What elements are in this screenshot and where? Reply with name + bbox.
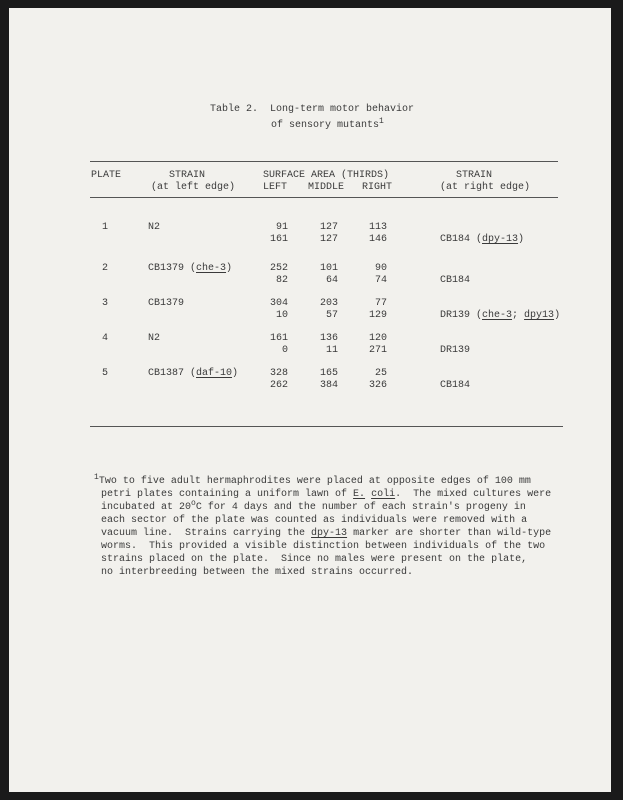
count-cell: 262 [269, 380, 288, 391]
table-title: Table 2. Long-term motor behavior [210, 104, 415, 115]
text-segment: Two to five adult hermaphrodites were placed at opposite edges of 100 mm [98, 476, 531, 487]
text-segment: incubated at 20 [101, 502, 192, 513]
count-cell: 127 [319, 222, 338, 233]
count-cell: 101 [319, 263, 338, 274]
strain-right-edge [440, 345, 470, 357]
strain-right-edge [440, 234, 524, 246]
footnote-line [101, 499, 526, 514]
table-title-line2 [271, 117, 384, 132]
count-cell: 82 [275, 275, 288, 286]
table-title-text: of sensory mutants [271, 120, 380, 131]
table-top-rule [90, 161, 558, 162]
underlined-term: che-3 [196, 263, 227, 274]
underlined-term: daf-10 [196, 368, 233, 379]
text-segment: N2 [148, 222, 161, 233]
header-strain-left: STRAIN [169, 170, 206, 181]
count-cell: 161 [269, 234, 288, 245]
text-segment: . The mixed cultures were [395, 489, 552, 500]
strain-right-edge [440, 275, 470, 287]
count-cell: 120 [368, 333, 387, 344]
count-cell: 136 [319, 333, 338, 344]
text-segment: CB1379 [148, 298, 185, 309]
text-segment: ) [518, 234, 525, 245]
count-cell: 165 [319, 368, 338, 379]
header-plate: PLATE [91, 170, 122, 181]
text-segment: ) [232, 368, 239, 379]
plate-number: 3 [102, 298, 109, 309]
strain-left-edge [148, 333, 160, 345]
count-cell: 129 [368, 310, 387, 321]
text-segment: petri plates containing a uniform lawn of [101, 489, 354, 500]
text-segment: worms. This provided a visible distinction between individuals of the two [101, 541, 546, 552]
text-segment: DR139 ( [440, 310, 483, 321]
plate-number: 5 [102, 368, 109, 379]
footnote-line [94, 473, 531, 488]
underlined-term: coli [371, 489, 396, 500]
count-cell: 304 [269, 298, 288, 309]
text-segment: CB184 ( [440, 234, 483, 245]
text-segment: ) [554, 310, 561, 321]
count-cell: 0 [281, 345, 288, 356]
count-cell: 91 [275, 222, 288, 233]
underlined-term: dpy-13 [482, 234, 519, 245]
count-cell: 326 [368, 380, 387, 391]
text-segment: each sector of the plate was counted as individuals were removed with a [101, 515, 528, 526]
footnote-line [101, 515, 527, 527]
text-segment: CB184 [440, 380, 471, 391]
header-bottom-rule [90, 197, 558, 198]
footnote-mark: 1 [379, 117, 384, 126]
count-cell: 328 [269, 368, 288, 379]
strain-right-edge [440, 310, 560, 322]
count-cell: 252 [269, 263, 288, 274]
text-segment: vacuum line. Strains carrying the [101, 528, 312, 539]
header-left: LEFT [263, 182, 288, 193]
strain-right-edge [440, 380, 470, 392]
count-cell: 113 [368, 222, 387, 233]
text-segment: marker are shorter than wild-type [347, 528, 552, 539]
table-bottom-rule [90, 426, 563, 427]
plate-number: 2 [102, 263, 109, 274]
count-cell: 57 [325, 310, 338, 321]
text-segment: CB1387 ( [148, 368, 197, 379]
header-strain-right: STRAIN [456, 170, 493, 181]
underlined-term: dpy13 [524, 310, 555, 321]
footnote-line [101, 554, 527, 566]
footnote-line [101, 489, 551, 501]
count-cell: 271 [368, 345, 387, 356]
count-cell: 203 [319, 298, 338, 309]
header-strain-right-sub: (at right edge) [440, 182, 531, 193]
text-segment: CB1379 ( [148, 263, 197, 274]
count-cell: 74 [374, 275, 387, 286]
text-segment: CB184 [440, 275, 471, 286]
footnote-line [101, 528, 551, 540]
underlined-term: dpy-13 [311, 528, 348, 539]
count-cell: 161 [269, 333, 288, 344]
header-middle: MIDDLE [308, 182, 345, 193]
text-segment: o [191, 499, 196, 508]
header-right: RIGHT [362, 182, 393, 193]
footnote-mark: 1 [94, 473, 99, 482]
text-segment: no interbreeding between the mixed strains occurred. [101, 567, 414, 578]
header-surface-area: SURFACE AREA (THIRDS) [263, 170, 390, 181]
footnote-line [101, 567, 413, 579]
strain-left-edge [148, 263, 232, 275]
count-cell: 64 [325, 275, 338, 286]
strain-left-edge [148, 222, 160, 234]
text-segment: N2 [148, 333, 161, 344]
underlined-term: che-3 [482, 310, 513, 321]
text-segment: ; [512, 310, 525, 321]
plate-number: 4 [102, 333, 109, 344]
count-cell: 384 [319, 380, 338, 391]
text-segment: strains placed on the plate. Since no males were present on the plate, [101, 554, 528, 565]
text-segment: C for 4 days and the number of each strain's progeny in [195, 502, 526, 513]
plate-number: 1 [102, 222, 109, 233]
text-segment: DR139 [440, 345, 471, 356]
count-cell: 11 [325, 345, 338, 356]
header-strain-left-sub: (at left edge) [151, 182, 236, 193]
count-cell: 77 [374, 298, 387, 309]
count-cell: 90 [374, 263, 387, 274]
underlined-term: E. [353, 489, 366, 500]
strain-left-edge [148, 368, 238, 380]
count-cell: 10 [275, 310, 288, 321]
footnote-line [101, 541, 545, 553]
strain-left-edge [148, 298, 184, 310]
count-cell: 25 [374, 368, 387, 379]
count-cell: 127 [319, 234, 338, 245]
text-segment: ) [226, 263, 233, 274]
count-cell: 146 [368, 234, 387, 245]
